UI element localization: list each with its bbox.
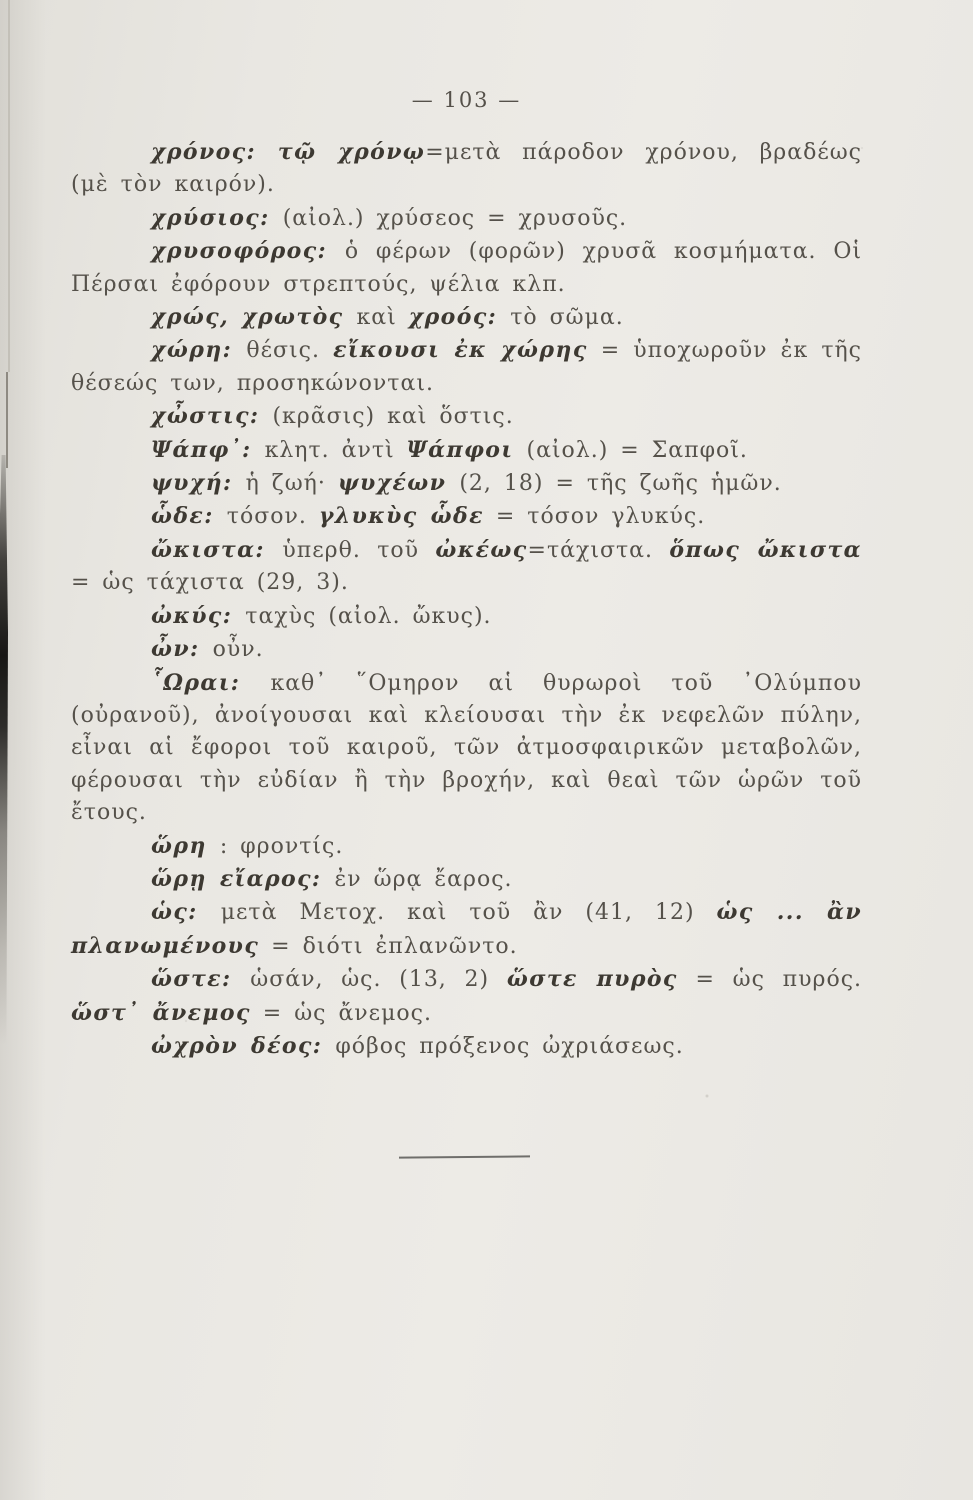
- entry-headword: ὡς ... ἂν πλανωμένους: [71, 899, 862, 959]
- entry-definition-text: = διότι ἐπλανῶντο.: [259, 933, 518, 959]
- dictionary-entry: [71, 202, 862, 235]
- entry-headword: ὅπως ὤκιστα: [669, 536, 862, 563]
- entry-headword: χρυσοφόρος:: [151, 238, 345, 265]
- entry-definition-text: : φροντίς.: [219, 833, 344, 859]
- entry-definition-text: καθ᾽ ῞Ομηρον αἱ θυρωροὶ τοῦ ᾿Ολύμπου (οὐρανοῦ), ἀνοίγουσαι καὶ κλείουσαι τὴν ἐκ νεφελῶν πύλην, εἶναι αἱ ἔφοροι τοῦ καιροῦ, τῶν ἀτμοσφαιρικῶν μεταβολῶν, φέρουσαι τὴν εὐδίαν ἢ τὴν βροχήν, καὶ θεαὶ τῶν ὡρῶν τοῦ ἔτους.: [71, 670, 863, 826]
- entry-definition-text: (αἰολ.) = Σαπφοῖ.: [526, 437, 748, 463]
- dictionary-entry: [71, 400, 862, 433]
- dictionary-entry: [71, 830, 862, 863]
- entry-headword: ψυχή:: [151, 470, 246, 497]
- dictionary-entry: [71, 467, 862, 500]
- entry-headword: χρόνος: τῷ χρόνῳ: [151, 139, 426, 165]
- entry-headword: ὠκύς:: [151, 602, 246, 629]
- entry-headword: γλυκὺς ὧδε: [318, 503, 484, 530]
- scan-edge-line-middle: [6, 372, 8, 468]
- glossary-entries: [71, 136, 862, 1063]
- entry-definition-text: κλητ. ἀντὶ: [264, 437, 407, 463]
- entry-definition-text: = ὑποχωροῦν ἐκ τῆς θέσεώς των, προσηκώνονται.: [71, 338, 862, 396]
- entry-headword: ὥρῃ εἴαρος:: [151, 865, 335, 892]
- end-of-section-rule: [399, 1155, 530, 1158]
- dictionary-entry: [71, 534, 862, 600]
- entry-headword: εἴκουσι ἐκ χώρης: [333, 337, 588, 364]
- entry-definition-text: (2, 18) = τῆς ζωῆς ἡμῶν.: [459, 471, 782, 497]
- entry-headword: ψυχέων: [337, 470, 460, 497]
- dictionary-entry: [71, 500, 862, 533]
- entry-headword: χροός:: [408, 304, 511, 331]
- dictionary-entry: [71, 1030, 862, 1063]
- dictionary-entry: [71, 963, 862, 1030]
- entry-definition-text: = τόσον γλυκύς.: [483, 504, 706, 530]
- entry-definition-text: (αἰολ.) χρύσεος = χρυσοῦς.: [282, 205, 628, 231]
- entry-definition-text: τὸ σῶμα.: [510, 305, 624, 331]
- entry-headword: χὦστις:: [151, 403, 273, 430]
- entry-definition-text: (κρᾶσις) καὶ ὅστις.: [272, 404, 514, 430]
- entry-definition-text: ὑπερθ. τοῦ: [282, 537, 436, 563]
- dictionary-entry: [71, 136, 862, 202]
- dictionary-entry: [71, 633, 862, 666]
- dictionary-entry: [71, 863, 862, 896]
- entry-definition-text: ταχὺς (αἰολ. ὤκυς).: [245, 603, 492, 629]
- entry-headword: ῟Ωραι:: [151, 669, 271, 696]
- entry-headword: χρώς, χρωτὸς: [151, 304, 357, 331]
- scan-edge-line-top: [8, 0, 10, 372]
- entry-definition-text: =μετὰ πάροδον χρόνου, βραδέως (μὲ τὸν καιρόν).: [71, 140, 862, 198]
- entry-headword: Ψάπφ᾽:: [151, 436, 265, 463]
- entry-definition-text: = ὡς τάχιστα (29, 3).: [71, 570, 349, 596]
- dictionary-entry: [71, 600, 862, 633]
- entry-headword: Ψάπφοι: [406, 436, 527, 463]
- dictionary-entry: [71, 667, 862, 830]
- entry-headword: ὤκιστα:: [151, 536, 283, 563]
- entry-definition-text: φόβος πρόξενος ὠχριάσεως.: [335, 1033, 684, 1059]
- entry-headword: ὧδε:: [151, 503, 227, 530]
- entry-definition-text: ἡ ζωή·: [245, 471, 338, 497]
- entry-definition-text: θέσις.: [246, 338, 334, 364]
- dictionary-entry: [71, 434, 862, 467]
- entry-headword: ὥρη: [151, 832, 220, 859]
- entry-definition-text: καὶ: [356, 305, 409, 331]
- entry-definition-text: τόσον.: [226, 504, 319, 530]
- entry-headword: χώρη:: [151, 337, 247, 364]
- entry-definition-text: μετὰ Μετοχ. καὶ τοῦ ἂν (41, 12): [220, 900, 717, 926]
- entry-headword: ὦν:: [151, 636, 213, 663]
- entry-definition-text: = ὡς ἄνεμος.: [250, 1000, 432, 1026]
- entry-definition-text: =τάχιστα.: [527, 537, 670, 563]
- entry-headword: ὥστε πυρὸς: [506, 966, 678, 993]
- entry-headword: ὠχρὸν δέος:: [151, 1032, 336, 1059]
- entry-definition-text: ὁ φέρων (φορῶν) χρυσᾶ κοσμήματα. Οἱ Πέρσαι ἐφόρουν στρεπτούς, ψέλια κλπ.: [71, 239, 862, 297]
- entry-definition-text: οὖν.: [212, 637, 264, 663]
- entry-definition-text: ὡσάν, ὡς. (13, 2): [250, 967, 507, 993]
- entry-headword: ὥστ᾽ ἄνεμος: [71, 999, 251, 1026]
- dictionary-entry: [71, 235, 862, 301]
- dictionary-entry: [71, 334, 862, 400]
- entry-headword: ὥστε:: [151, 966, 251, 993]
- entry-headword: χρύσιος:: [151, 204, 283, 231]
- entry-definition-text: ἐν ὥρᾳ ἔαρος.: [334, 866, 513, 892]
- entry-headword: ὡς:: [151, 899, 221, 926]
- page-number: — 103 —: [411, 88, 522, 112]
- dictionary-entry: [71, 301, 862, 334]
- entry-headword: ὠκέως: [435, 536, 528, 563]
- entry-definition-text: = ὡς πυρός.: [677, 967, 863, 993]
- dictionary-entry: [71, 896, 862, 963]
